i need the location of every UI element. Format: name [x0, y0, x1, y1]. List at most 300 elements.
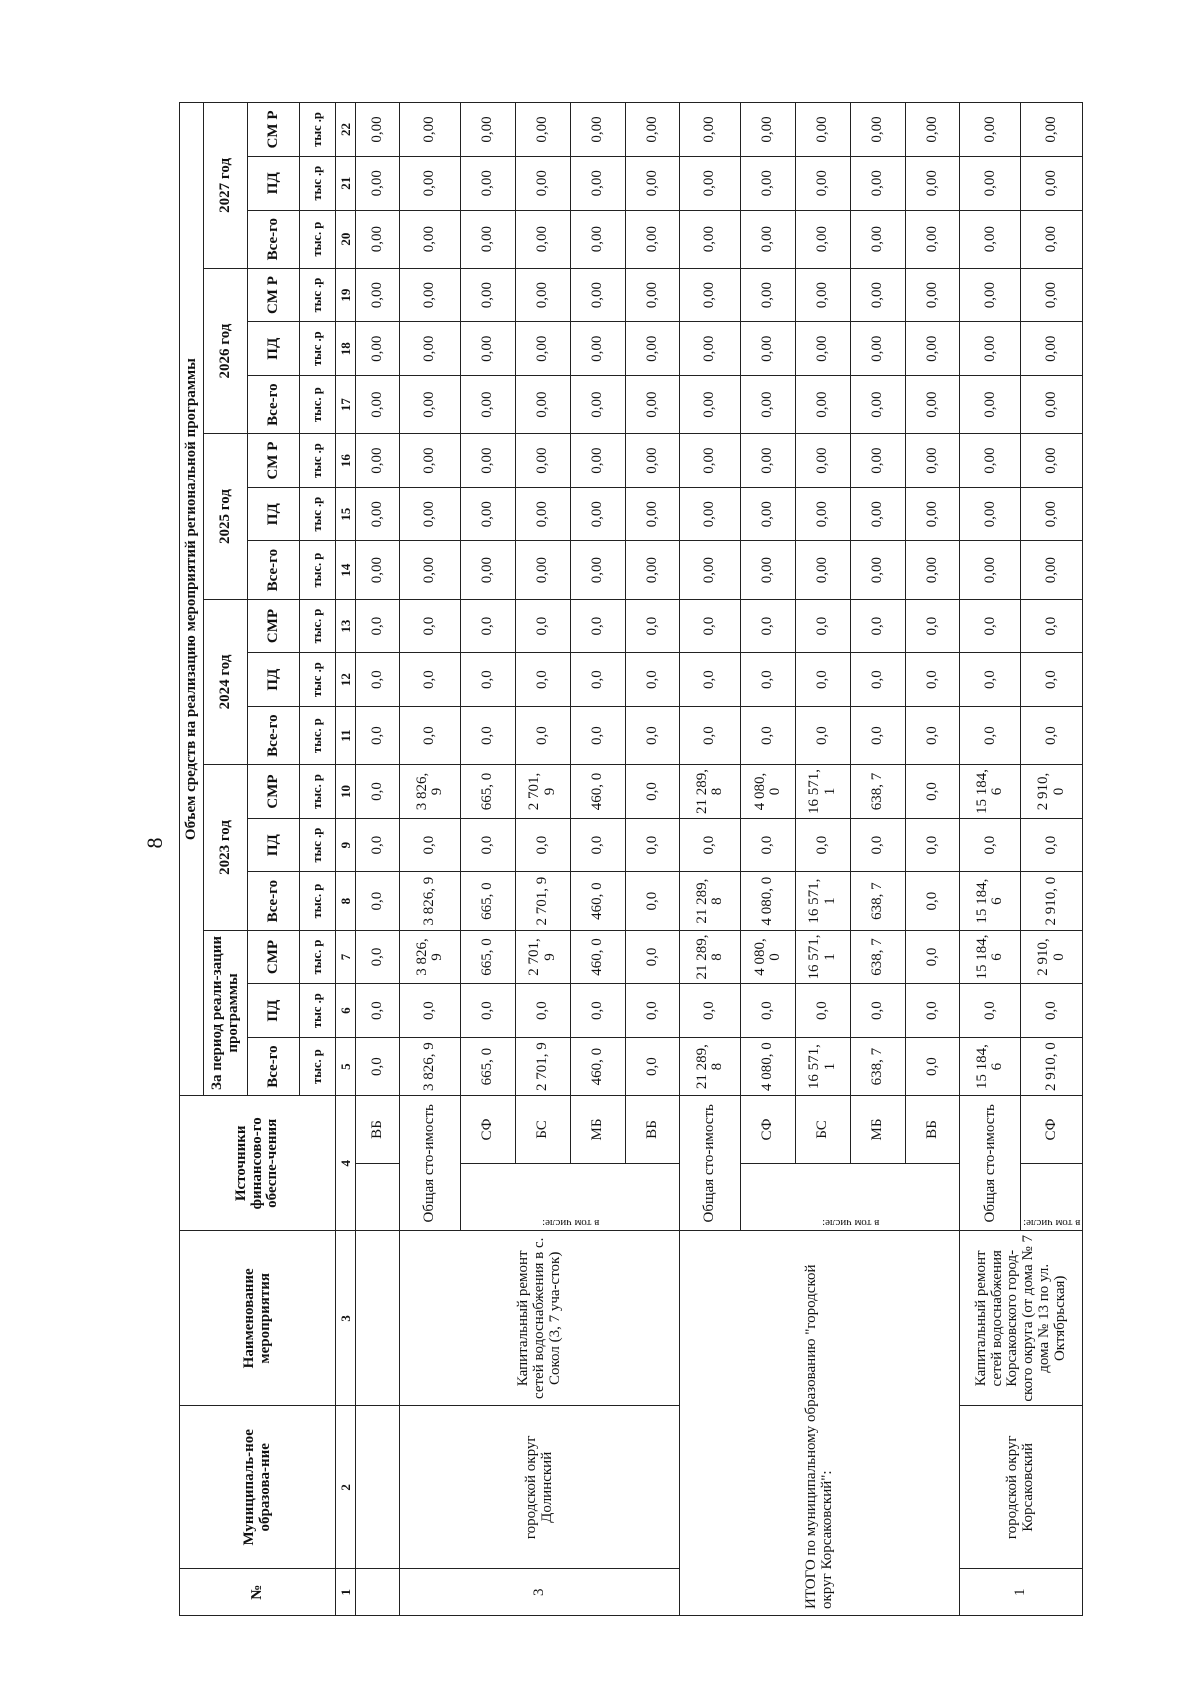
value-cell: 0,00: [960, 156, 1021, 210]
rotated-table-sheet: [179, 102, 1083, 1616]
source-cell: МБ: [850, 1096, 905, 1164]
in-that-number-label: в том числе:: [1023, 1217, 1081, 1230]
column-number: 6: [336, 984, 356, 1038]
value-cell: 0,00: [850, 434, 905, 488]
value-cell: 0,00: [356, 376, 400, 434]
value-cell: 0,00: [356, 322, 400, 376]
value-cell: 0,00: [356, 434, 400, 488]
value-cell: 0,0: [570, 706, 625, 764]
value-cell: 0,00: [680, 268, 741, 322]
value-cell: 0,00: [625, 103, 680, 157]
value-cell: 0,00: [680, 156, 741, 210]
value-cell: 0,0: [741, 984, 796, 1038]
unit-cell: тыс. р: [300, 706, 336, 764]
value-cell: 0,0: [570, 599, 625, 653]
value-cell: 0,00: [905, 376, 960, 434]
value-cell: 638, 7: [850, 930, 905, 984]
value-cell: 0,00: [400, 322, 461, 376]
value-cell: 665, 0: [461, 872, 516, 930]
column-number: 18: [336, 322, 356, 376]
value-cell: 0,00: [1021, 210, 1083, 268]
source-cell: СФ: [461, 1096, 516, 1164]
value-cell: 0,00: [960, 268, 1021, 322]
column-number: 1: [336, 1569, 356, 1616]
value-cell: 0,0: [625, 1037, 680, 1095]
source-cell: Общая сто-имость: [960, 1096, 1021, 1231]
value-cell: 2 910, 0: [1021, 765, 1083, 819]
value-cell: 0,0: [796, 706, 851, 764]
value-cell: 0,00: [796, 487, 851, 541]
value-cell: 2 910, 0: [1021, 930, 1083, 984]
unit-cell: тыс .р: [300, 322, 336, 376]
value-cell: 0,0: [625, 653, 680, 707]
value-cell: 0,00: [516, 210, 571, 268]
value-cell: 0,00: [400, 210, 461, 268]
value-cell: 0,0: [741, 653, 796, 707]
header-period: За период реали-зации программы: [204, 930, 248, 1095]
value-cell: 0,00: [905, 103, 960, 157]
value-cell: 0,00: [400, 156, 461, 210]
value-cell: 21 289, 8: [680, 872, 741, 930]
value-cell: 0,00: [741, 322, 796, 376]
source-cell: ВБ: [356, 1096, 400, 1164]
value-cell: 0,00: [850, 268, 905, 322]
value-cell: 0,00: [356, 210, 400, 268]
value-cell: 0,0: [960, 599, 1021, 653]
value-cell: 0,00: [741, 487, 796, 541]
value-cell: 0,0: [796, 984, 851, 1038]
value-cell: 0,0: [400, 984, 461, 1038]
unit-cell: тыс .р: [300, 818, 336, 872]
value-cell: 0,00: [905, 268, 960, 322]
subheader-cell: Все-го: [248, 541, 300, 599]
value-cell: 460, 0: [570, 1037, 625, 1095]
column-number: 20: [336, 210, 356, 268]
value-cell: 3 826, 9: [400, 765, 461, 819]
column-number: 9: [336, 818, 356, 872]
value-cell: 0,00: [516, 268, 571, 322]
value-cell: 0,00: [570, 156, 625, 210]
event-cell: Капитальный ремонт сетей водоснабжения Корсаковского город-ского округа (от дома № 7 дома № 13 по ул. Октябрьская): [960, 1231, 1083, 1406]
header-volume: Объем средств на реализацию мероприятий региональной программы: [180, 103, 204, 1096]
value-cell: 0,0: [625, 706, 680, 764]
column-number: 2: [336, 1406, 356, 1569]
source-cell: Общая сто-имость: [400, 1096, 461, 1231]
column-number: 3: [336, 1231, 356, 1406]
value-cell: 16 571, 1: [796, 1037, 851, 1095]
value-cell: 0,00: [1021, 434, 1083, 488]
subheader-cell: СМР: [248, 765, 300, 819]
subheader-cell: ПД: [248, 818, 300, 872]
value-cell: 0,00: [356, 156, 400, 210]
value-cell: 0,00: [960, 434, 1021, 488]
value-cell: 0,00: [741, 210, 796, 268]
value-cell: 0,00: [796, 268, 851, 322]
value-cell: 460, 0: [570, 930, 625, 984]
value-cell: 0,00: [1021, 541, 1083, 599]
value-cell: 0,0: [356, 872, 400, 930]
value-cell: 0,0: [625, 872, 680, 930]
unit-cell: тыс. р: [300, 376, 336, 434]
value-cell: 0,0: [356, 706, 400, 764]
subheader-cell: СМР: [248, 599, 300, 653]
value-cell: 0,0: [680, 653, 741, 707]
value-cell: 0,00: [1021, 487, 1083, 541]
value-cell: 2 910, 0: [1021, 872, 1083, 930]
unit-cell: тыс .р: [300, 653, 336, 707]
value-cell: 0,0: [356, 1037, 400, 1095]
value-cell: 2 701, 9: [516, 765, 571, 819]
value-cell: 0,00: [400, 541, 461, 599]
in-that-number-cell: [741, 1163, 960, 1231]
value-cell: 15 184, 6: [960, 765, 1021, 819]
value-cell: 0,0: [1021, 984, 1083, 1038]
value-cell: 0,00: [461, 156, 516, 210]
value-cell: 16 571, 1: [796, 765, 851, 819]
value-cell: 0,0: [356, 930, 400, 984]
value-cell: 0,0: [625, 930, 680, 984]
value-cell: 0,00: [516, 487, 571, 541]
unit-cell: тыс .р: [300, 103, 336, 157]
value-cell: 0,0: [960, 706, 1021, 764]
in-that-number-label: в том числе:: [541, 1217, 599, 1230]
value-cell: 0,00: [461, 210, 516, 268]
value-cell: 0,00: [461, 541, 516, 599]
subheader-cell: ПД: [248, 653, 300, 707]
value-cell: 0,00: [516, 322, 571, 376]
subheader-cell: Все-го: [248, 1037, 300, 1095]
unit-cell: тыс. р: [300, 930, 336, 984]
value-cell: 0,0: [356, 818, 400, 872]
header-year-2023: 2023 год: [204, 765, 248, 930]
column-number: 19: [336, 268, 356, 322]
unit-cell: тыс .р: [300, 984, 336, 1038]
column-number: 12: [336, 653, 356, 707]
value-cell: 0,0: [796, 653, 851, 707]
value-cell: 638, 7: [850, 872, 905, 930]
value-cell: 0,0: [570, 653, 625, 707]
event-cell: Капитальный ремонт сетей водоснабжения в с. Сокол (3, 7 уча-сток): [400, 1231, 680, 1406]
value-cell: 4 080, 0: [741, 765, 796, 819]
value-cell: 0,0: [960, 818, 1021, 872]
header-year-2024: 2024 год: [204, 599, 248, 764]
value-cell: 0,00: [905, 434, 960, 488]
financing-table: [179, 102, 1083, 1616]
subheader-cell: СМР: [248, 930, 300, 984]
subheader-cell: Все-го: [248, 872, 300, 930]
source-cell: СФ: [1021, 1096, 1083, 1164]
value-cell: 0,00: [680, 487, 741, 541]
value-cell: 0,0: [570, 984, 625, 1038]
value-cell: 0,0: [680, 706, 741, 764]
subheader-cell: ПД: [248, 487, 300, 541]
value-cell: 0,00: [400, 434, 461, 488]
value-cell: 0,0: [741, 818, 796, 872]
value-cell: 0,0: [1021, 599, 1083, 653]
num-cell: 3: [400, 1569, 680, 1616]
header-year-2027: 2027 год: [204, 103, 248, 269]
value-cell: 0,0: [461, 818, 516, 872]
value-cell: 0,00: [356, 541, 400, 599]
value-cell: 0,0: [796, 599, 851, 653]
value-cell: 0,00: [625, 210, 680, 268]
value-cell: 0,0: [461, 599, 516, 653]
subheader-cell: Все-го: [248, 376, 300, 434]
value-cell: 0,0: [905, 818, 960, 872]
value-cell: 0,00: [905, 541, 960, 599]
value-cell: 0,00: [570, 434, 625, 488]
value-cell: 0,00: [741, 541, 796, 599]
value-cell: 0,0: [625, 818, 680, 872]
value-cell: 0,0: [850, 706, 905, 764]
column-number: 22: [336, 103, 356, 157]
value-cell: 0,00: [400, 103, 461, 157]
value-cell: 0,0: [400, 818, 461, 872]
value-cell: 0,0: [461, 653, 516, 707]
value-cell: 0,0: [905, 706, 960, 764]
value-cell: 665, 0: [461, 930, 516, 984]
value-cell: 0,0: [516, 653, 571, 707]
column-number: 7: [336, 930, 356, 984]
value-cell: 0,00: [850, 322, 905, 376]
value-cell: 0,00: [461, 487, 516, 541]
value-cell: 0,00: [850, 156, 905, 210]
source-cell: БС: [516, 1096, 571, 1164]
value-cell: 0,00: [960, 210, 1021, 268]
page-number: 8: [142, 837, 167, 849]
value-cell: 0,0: [1021, 653, 1083, 707]
value-cell: 0,00: [516, 434, 571, 488]
value-cell: 0,0: [461, 984, 516, 1038]
municipality-cell: городской округ Корсаковский: [960, 1406, 1083, 1569]
value-cell: 0,0: [796, 818, 851, 872]
value-cell: 0,00: [850, 487, 905, 541]
value-cell: 0,00: [625, 434, 680, 488]
value-cell: 0,00: [680, 434, 741, 488]
unit-cell: тыс .р: [300, 487, 336, 541]
value-cell: 0,0: [356, 984, 400, 1038]
value-cell: 0,00: [400, 268, 461, 322]
value-cell: 0,0: [516, 706, 571, 764]
value-cell: 0,00: [461, 103, 516, 157]
value-cell: 0,0: [905, 653, 960, 707]
value-cell: 0,00: [625, 541, 680, 599]
value-cell: 0,00: [796, 541, 851, 599]
value-cell: 0,0: [625, 984, 680, 1038]
value-cell: 0,00: [905, 322, 960, 376]
value-cell: 0,00: [570, 103, 625, 157]
column-number: 17: [336, 376, 356, 434]
subheader-cell: СМ Р: [248, 434, 300, 488]
value-cell: 0,0: [400, 599, 461, 653]
subheader-cell: ПД: [248, 984, 300, 1038]
source-cell: Общая сто-имость: [680, 1096, 741, 1231]
value-cell: 0,00: [741, 268, 796, 322]
value-cell: 0,00: [741, 103, 796, 157]
table-row: [356, 103, 400, 1616]
value-cell: 0,00: [570, 541, 625, 599]
value-cell: 0,0: [1021, 706, 1083, 764]
value-cell: 0,00: [850, 541, 905, 599]
value-cell: 0,00: [680, 541, 741, 599]
value-cell: 665, 0: [461, 765, 516, 819]
subheader-cell: Все-го: [248, 706, 300, 764]
value-cell: 2 701, 9: [516, 930, 571, 984]
value-cell: 0,0: [516, 984, 571, 1038]
value-cell: 0,00: [625, 322, 680, 376]
value-cell: 4 080, 0: [741, 872, 796, 930]
value-cell: 0,0: [905, 765, 960, 819]
value-cell: 0,0: [905, 1037, 960, 1095]
value-cell: 3 826, 9: [400, 872, 461, 930]
total-label-cell: ИТОГО по муниципальному образованию "городской округ Корсаковский":: [680, 1231, 960, 1616]
value-cell: 0,0: [680, 599, 741, 653]
value-cell: 0,00: [960, 322, 1021, 376]
source-cell: ВБ: [905, 1096, 960, 1164]
column-number: 10: [336, 765, 356, 819]
value-cell: 0,00: [461, 322, 516, 376]
value-cell: 4 080, 0: [741, 1037, 796, 1095]
value-cell: 0,00: [570, 268, 625, 322]
value-cell: 0,00: [570, 210, 625, 268]
value-cell: 0,0: [356, 653, 400, 707]
unit-cell: тыс. р: [300, 872, 336, 930]
value-cell: 0,0: [960, 984, 1021, 1038]
value-cell: 0,0: [741, 706, 796, 764]
value-cell: 0,00: [625, 156, 680, 210]
value-cell: 0,00: [356, 268, 400, 322]
value-cell: 0,00: [680, 376, 741, 434]
value-cell: 0,00: [516, 156, 571, 210]
value-cell: 3 826, 9: [400, 1037, 461, 1095]
source-cell: МБ: [570, 1096, 625, 1164]
value-cell: 0,00: [796, 434, 851, 488]
value-cell: 0,00: [625, 487, 680, 541]
value-cell: 0,0: [905, 984, 960, 1038]
event-cell: [356, 1231, 400, 1406]
value-cell: 0,00: [516, 376, 571, 434]
value-cell: 0,00: [960, 541, 1021, 599]
column-number: 14: [336, 541, 356, 599]
subheader-cell: Все-го: [248, 210, 300, 268]
value-cell: 0,0: [850, 984, 905, 1038]
value-cell: 0,00: [741, 434, 796, 488]
column-number: 15: [336, 487, 356, 541]
value-cell: 0,0: [741, 599, 796, 653]
unit-cell: тыс. р: [300, 210, 336, 268]
value-cell: 0,0: [680, 818, 741, 872]
value-cell: 0,00: [960, 376, 1021, 434]
header-sources: Источники финансово-го обеспе-чения: [180, 1096, 336, 1231]
value-cell: 0,00: [461, 376, 516, 434]
value-cell: 0,0: [850, 653, 905, 707]
header-year-2026: 2026 год: [204, 268, 248, 433]
header-num: №: [180, 1569, 336, 1616]
column-number: 21: [336, 156, 356, 210]
value-cell: 0,0: [625, 599, 680, 653]
value-cell: 0,0: [461, 706, 516, 764]
column-number: 11: [336, 706, 356, 764]
table-row: [400, 103, 461, 1616]
value-cell: 0,00: [1021, 322, 1083, 376]
unit-cell: тыс. р: [300, 541, 336, 599]
municipality-cell: [356, 1406, 400, 1569]
value-cell: 0,00: [570, 322, 625, 376]
unit-cell: тыс. р: [300, 599, 336, 653]
value-cell: 0,00: [850, 376, 905, 434]
value-cell: 16 571, 1: [796, 872, 851, 930]
source-cell: СФ: [741, 1096, 796, 1164]
value-cell: 0,0: [356, 765, 400, 819]
value-cell: 0,00: [680, 210, 741, 268]
subheader-cell: СМ Р: [248, 268, 300, 322]
column-number: 5: [336, 1037, 356, 1095]
value-cell: 0,00: [796, 322, 851, 376]
unit-cell: тыс. р: [300, 765, 336, 819]
value-cell: 0,00: [796, 103, 851, 157]
value-cell: 0,00: [796, 376, 851, 434]
value-cell: 0,0: [516, 599, 571, 653]
value-cell: 0,00: [741, 376, 796, 434]
value-cell: 0,0: [905, 599, 960, 653]
value-cell: 0,00: [570, 376, 625, 434]
value-cell: 0,00: [905, 156, 960, 210]
value-cell: 0,00: [850, 103, 905, 157]
subheader-cell: СМ Р: [248, 103, 300, 157]
value-cell: 0,00: [796, 210, 851, 268]
value-cell: 0,00: [1021, 103, 1083, 157]
value-cell: 0,00: [461, 268, 516, 322]
value-cell: 3 826, 9: [400, 930, 461, 984]
column-number: 8: [336, 872, 356, 930]
value-cell: 15 184, 6: [960, 1037, 1021, 1095]
value-cell: 0,00: [516, 103, 571, 157]
value-cell: 0,0: [850, 599, 905, 653]
value-cell: 0,00: [570, 487, 625, 541]
value-cell: 0,0: [356, 599, 400, 653]
value-cell: 4 080, 0: [741, 930, 796, 984]
value-cell: 0,0: [625, 765, 680, 819]
value-cell: 460, 0: [570, 872, 625, 930]
source-cell: БС: [796, 1096, 851, 1164]
value-cell: 0,00: [625, 268, 680, 322]
in-that-number-cell: [1021, 1163, 1083, 1231]
value-cell: 0,0: [400, 653, 461, 707]
municipality-cell: городской округ Долинский: [400, 1406, 680, 1569]
subheader-cell: ПД: [248, 322, 300, 376]
value-cell: 16 571, 1: [796, 930, 851, 984]
column-number: 13: [336, 599, 356, 653]
unit-cell: тыс .р: [300, 156, 336, 210]
value-cell: 0,0: [850, 818, 905, 872]
value-cell: 15 184, 6: [960, 930, 1021, 984]
value-cell: 2 701, 9: [516, 872, 571, 930]
value-cell: 0,00: [850, 210, 905, 268]
value-cell: 2 910, 0: [1021, 1037, 1083, 1095]
value-cell: 0,0: [400, 706, 461, 764]
value-cell: 0,00: [960, 103, 1021, 157]
header-year-2025: 2025 год: [204, 434, 248, 599]
value-cell: 0,00: [1021, 376, 1083, 434]
value-cell: 638, 7: [850, 1037, 905, 1095]
value-cell: 0,00: [400, 376, 461, 434]
value-cell: 21 289, 8: [680, 930, 741, 984]
value-cell: 0,00: [516, 541, 571, 599]
in-that-number-cell: [461, 1163, 680, 1231]
column-number: 16: [336, 434, 356, 488]
value-cell: 0,00: [680, 322, 741, 376]
header-event: Наименование мероприятия: [180, 1231, 336, 1406]
